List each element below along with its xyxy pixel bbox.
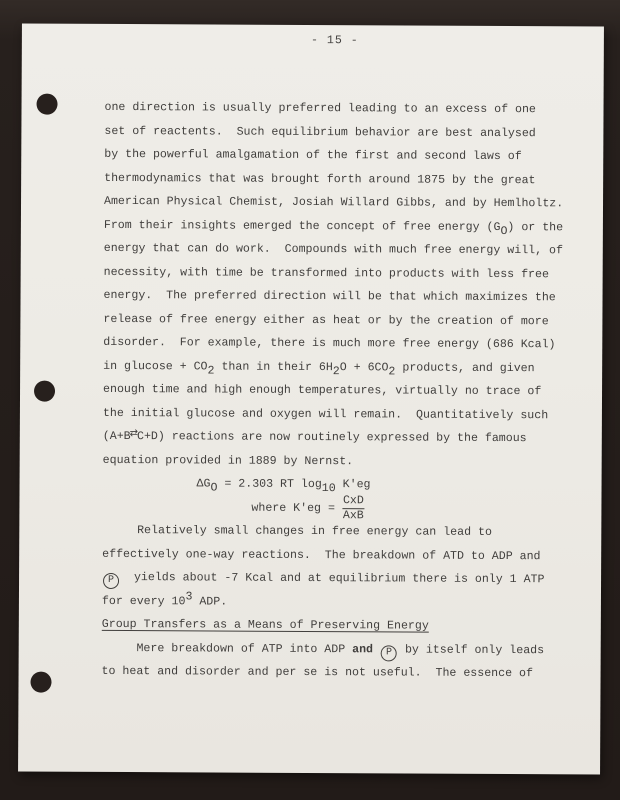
- punch-hole-bottom: [30, 672, 51, 693]
- paragraph-2: [102, 519, 587, 616]
- punch-hole-top: [36, 94, 57, 115]
- text-line: the initial glucose and oxygen will remain. Quantitatively such: [102, 406, 549, 422]
- text-line: (A+B⇄C+D) reactions are now routinely expressed by the famous: [102, 428, 527, 446]
- text-line: set of reactents. Such equilibrium behavior are best analysed: [104, 124, 536, 140]
- text-line: Mere breakdown of ATP into ADP and P by itself only leads: [102, 636, 587, 662]
- section-heading: Group Transfers as a Means of Preserving Energy: [101, 617, 429, 633]
- text-line: thermodynamics that was brought forth around 1875 by the great: [104, 171, 536, 187]
- equation-fraction: [342, 495, 365, 522]
- text-line: Relatively small changes in free energy can lead to: [102, 523, 492, 539]
- fraction-denominator: AxB: [342, 508, 364, 523]
- fraction-numerator: CxD: [342, 495, 365, 509]
- text-line: effectively one-way reactions. The breakdown of ATD to ADP and: [102, 547, 541, 563]
- text-line: energy. The preferred direction will be that which maximizes the: [103, 288, 556, 305]
- text-line: in glucose + CO2 than in their 6H2O + 6CO2 products, and given: [103, 359, 535, 378]
- nernst-equation: [102, 472, 587, 522]
- equation-line-1: ΔGO = 2.303 RT log10 K'eg: [196, 477, 371, 496]
- text-column: [102, 96, 590, 686]
- text-line: one direction is usually preferred leading to an excess of one: [104, 100, 536, 117]
- equation-line-2: [102, 495, 587, 521]
- text-line: From their insights emerged the concept of free energy (GO) or the: [103, 218, 564, 238]
- text-line: by the powerful amalgamation of the first and second laws of: [104, 147, 522, 164]
- text-line: to heat and disorder and per se is not useful. The essence of: [101, 664, 533, 681]
- text-line: release of free energy either as heat or by the creation of more: [103, 312, 549, 328]
- paragraph-3: [102, 636, 587, 686]
- text-line: equation provided in 1889 by Nernst.: [102, 453, 354, 468]
- document-page: [18, 23, 604, 774]
- page-number: - 15 -: [310, 33, 359, 48]
- text-line: for every 103 ADP.: [101, 589, 228, 609]
- circled-p-icon: P: [103, 573, 119, 589]
- equation-where-clause: where K'eg =: [251, 501, 335, 515]
- text-line: disorder. For example, there is much more free energy (686 Kcal): [103, 335, 556, 352]
- text-line: P yields about -7 Kcal and at equilibrium there is only 1 ATP: [102, 566, 587, 592]
- circled-p-icon: P: [381, 645, 397, 661]
- equilibrium-arrow-icon: ⇄: [129, 428, 139, 440]
- paragraph-1: [103, 96, 590, 475]
- text-line: American Physical Chemist, Josiah Willard Gibbs, and by Hemlholtz.: [103, 194, 564, 211]
- text-line: enough time and high enough temperatures, virtually no trace of: [103, 382, 542, 399]
- text-line: necessity, with time be transformed into products with less free: [103, 265, 549, 281]
- punch-hole-middle: [34, 381, 55, 402]
- text-line: energy that can do work. Compounds with much free energy will, of: [103, 241, 564, 258]
